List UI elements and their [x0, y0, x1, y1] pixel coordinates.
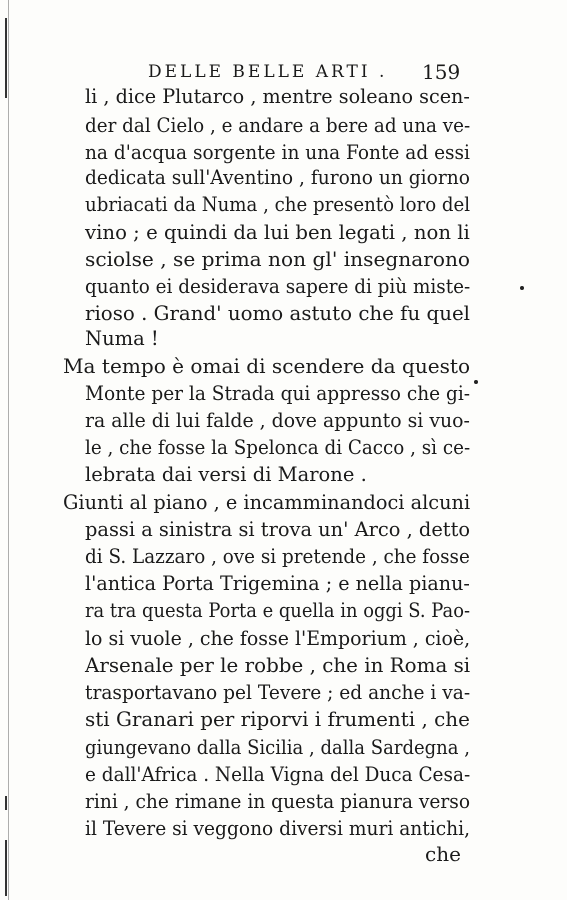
text-line-content: li , dice Plutarco , mentre soleano scen-: [85, 85, 470, 108]
text-line-content: le , che fosse la Spelonca di Cacco , sì ce-: [85, 436, 471, 459]
text-line-content: passi a sinistra si trova un' Arco , detto: [85, 518, 471, 541]
catchword: che: [425, 842, 461, 866]
text-line-content: Giunti al piano , e incamminandoci alcuni: [63, 491, 471, 514]
text-line-content: di S. Lazzaro , ove si pretende , che fosse: [85, 545, 470, 568]
text-line-content: sti Granari per riporvi i frumenti , che: [85, 708, 470, 731]
text-line-content: lo si vuole , che fosse l'Emporium , cioè,: [85, 627, 471, 650]
running-head: DELLE BELLE ARTI .: [148, 62, 388, 82]
text-line-content: dedicata sull'Aventino , furono un giorno: [85, 166, 470, 189]
text-line-content: der dal Cielo , e andare a bere ad una ve-: [85, 114, 471, 137]
text-line-content: Arsenale per le robbe , che in Roma si: [85, 654, 471, 677]
text-line-content: giungevano dalla Sicilia , dalla Sardegna ,: [85, 736, 470, 759]
text-line-content: quanto ei desiderava sapere di più miste-: [85, 275, 471, 298]
text-line-content: ubriacati da Numa , che presentò loro del: [85, 193, 471, 216]
text-line-content: e dall'Africa . Nella Vigna del Duca Cesa-: [85, 763, 471, 786]
text-line-content: ra tra questa Porta e quella in oggi S. Pao-: [85, 599, 471, 622]
text-line: [0, 817, 567, 849]
text-line-content: Numa !: [85, 327, 159, 350]
text-line-content: Monte per la Strada qui appresso che gi-: [85, 382, 471, 405]
page-number: 159: [422, 60, 461, 84]
text-line-content: trasportavano pel Tevere ; ed anche i va-: [85, 681, 471, 704]
text-line-content: l'antica Porta Trigemina ; e nella pianu-: [85, 572, 470, 595]
text-line-content: il Tevere si veggono diversi muri antichi,: [85, 817, 470, 840]
text-line-content: na d'acqua sorgente in una Fonte ad essi: [85, 141, 470, 164]
text-line-content: rioso . Grand' uomo astuto che fu quel: [85, 302, 471, 325]
text-line-content: vino ; e quindi da lui ben legati , non li: [85, 221, 470, 244]
text-line-content: Ma tempo è omai di scendere da questo: [63, 355, 471, 378]
ink-speck: [474, 380, 478, 384]
page-header: [0, 60, 567, 86]
text-line-content: lebrata dai versi di Marone .: [85, 463, 367, 486]
text-line-content: sciolse , se prima non gl' insegnarono: [85, 248, 471, 271]
text-line-content: rini , che rimane in questa pianura verso: [85, 790, 471, 813]
text-line: [0, 85, 567, 117]
ink-speck: [520, 286, 524, 290]
text-line-content: ra alle di lui falde , dove appunto si vuo-: [85, 409, 470, 432]
